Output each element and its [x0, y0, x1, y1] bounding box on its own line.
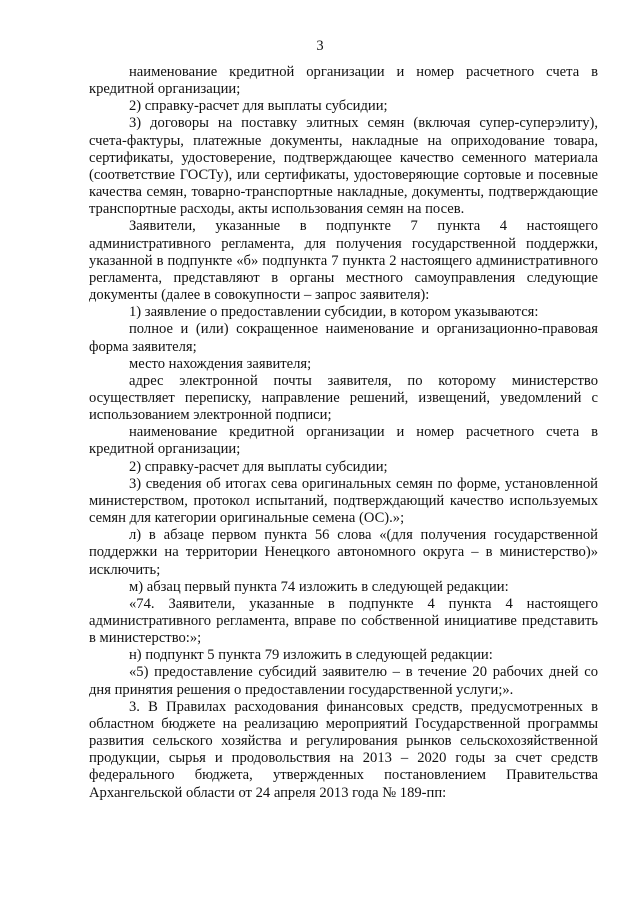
paragraph: 3. В Правилах расходования финансовых средств, предусмотренных в областном бюджете на реализацию мероприятий Государственной программы развития сельского хозяйства и регулирования рынков сельскохозяйственной продукции, сырья и продовольствия на 2013 – 2020 годы за счет средств федерального бюджета, утвержденных постановлением Правительства Архангельской области от 24 апреля 2013 года № 189-пп: — [89, 698, 598, 801]
paragraph: 2) справку-расчет для выплаты субсидии; — [129, 98, 388, 115]
paragraph: «5) предоставление субсидий заявителю – в течение 20 рабочих дней со дня принятия решения о предоставлении государственной услуги;». — [89, 664, 598, 698]
paragraph: 2) справку-расчет для выплаты субсидии; — [129, 458, 388, 475]
paragraph: 3) договоры на поставку элитных семян (включая супер-суперэлиту), счета-фактуры, платежные документы, накладные на оприходование товара, сертификаты, удостоверение, подтверждающее качество семенного материала (соответствие ГОСТу), или сертификаты, удостоверяющие сортовые и посевные качества семян, товарно-транспортные накладные, документы, подтверждающие транспортные расходы, акты использования семян на посев. — [89, 115, 598, 218]
paragraph: наименование кредитной организации и номер расчетного счета в кредитной организации; — [89, 424, 598, 458]
paragraph: л) в абзаце первом пункта 56 слова «(для получения государственной поддержки на территории Ненецкого автономного округа – в министерство)» исключить; — [89, 527, 598, 578]
paragraph: 1) заявление о предоставлении субсидии, в котором указываются: — [129, 304, 539, 321]
paragraph: место нахождения заявителя; — [129, 355, 312, 372]
page-number: 3 — [316, 38, 324, 54]
paragraph: наименование кредитной организации и номер расчетного счета в кредитной организации; — [89, 64, 598, 98]
paragraph: м) абзац первый пункта 74 изложить в следующей редакции: — [129, 578, 509, 595]
paragraph: полное и (или) сокращенное наименование и организационно-правовая форма заявителя; — [89, 321, 598, 355]
document-body — [89, 64, 598, 802]
paragraph: 3) сведения об итогах сева оригинальных семян по форме, установленной министерством, протокол испытаний, подтверждающий качество используемых семян для категории оригинальные семена (ОС).»; — [89, 475, 598, 527]
paragraph: адрес электронной почты заявителя, по которому министерство осуществляет переписку, направление решений, извещений, уведомлений с использованием электронной подписи; — [89, 372, 598, 424]
paragraph: «74. Заявители, указанные в подпункте 4 пункта 4 настоящего административного регламента, вправе по собственной инициативе представить в министерство:»; — [89, 595, 598, 647]
paragraph: Заявители, указанные в подпункте 7 пункта 4 настоящего административного регламента, для получения государственной поддержки, указанной в подпункте «б» подпункта 7 пункта 2 настоящего административного регламента, представляют в органы местного самоуправления следующие документы (далее в совокупности – запрос заявителя): — [89, 218, 598, 304]
paragraph: н) подпункт 5 пункта 79 изложить в следующей редакции: — [129, 647, 493, 664]
